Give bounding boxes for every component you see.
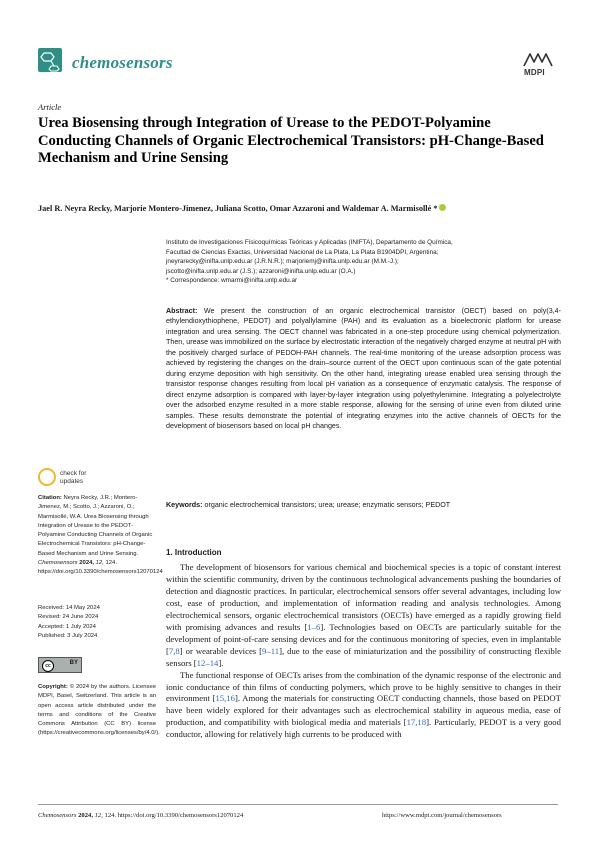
affiliation	[166, 238, 566, 286]
abstract	[166, 306, 561, 431]
affiliation-line: Facultad de Ciencias Exactas, Universidad Nacional de La Plata, La Plata B1904DPI, Argentina;	[166, 248, 439, 256]
affiliation-line[interactable]: jscotto@inifta.unlp.edu.ar (J.S.); azzaroni@inifta.unlp.edu.ar (O.A.)	[166, 267, 356, 275]
footer-citation	[38, 812, 243, 819]
paragraph	[166, 562, 561, 670]
check-updates-line: check for	[60, 470, 87, 477]
keywords-label: Keywords:	[166, 501, 203, 509]
keywords-text: organic electrochemical transistors; urea; urease; enzymatic sensors; PEDOT	[204, 501, 451, 509]
body-text	[166, 562, 561, 741]
orcid-icon[interactable]	[439, 204, 446, 211]
reference-link[interactable]: 9–11	[262, 645, 280, 656]
abstract-label: Abstract:	[166, 307, 198, 315]
copyright	[38, 683, 160, 739]
paper-title: Urea Biosensing through Integration of Urease to the PEDOT-Polyamine Conducting Channels of Organic Electrochemical Transistors: pH-Change-Based Mechanism and Urine Sensing	[38, 115, 544, 167]
date-accepted: Accepted: 1 July 2024	[38, 623, 96, 630]
journal-name[interactable]: chemosensors	[72, 53, 173, 72]
article-dates	[38, 604, 156, 641]
paragraph	[166, 670, 561, 742]
paragraph-text: ]. Technologies based on OECTs are particularly suitable for the development of point-of-care sensing devices and for the continuous monitoring of species, even in implantable [	[166, 621, 561, 656]
cc-by-license-icon[interactable]	[38, 657, 82, 673]
footer-journal: Chemosensors	[38, 812, 77, 819]
keywords	[166, 500, 561, 510]
reference-link[interactable]: 15,16	[215, 693, 235, 704]
copyright-text: © 2024 by the authors. Licensee MDPI, Basel, Switzerland. This article is an open access article distributed under the terms and conditions of the Creative Commons Attribution (CC BY) license (https://creativecommons.org/licenses/by/4.0/).	[38, 684, 160, 737]
date-received: Received: 14 May 2024	[38, 605, 100, 611]
footer-divider	[38, 804, 558, 805]
paragraph-text: ]. Among the materials for constructing OECT conducting channels, those based on PEDOT have been widely explored for their advantages such as electrochemical stability in aqueous media, ease of production, and compatibility with biological media and materials [	[166, 693, 561, 728]
footer-doi[interactable]: 124. https://doi.org/10.3390/chemosensors12070124	[104, 812, 244, 819]
article-type: Article	[38, 102, 62, 112]
paragraph-text: The functional response of OECTs arises from the combination of the dynamic response of the electronic and ionic conductance of thin films of conducting polymers, which prove to be highly sensitive to changes in their environment [	[166, 669, 561, 704]
citation-year: 2024,	[79, 560, 95, 567]
citation-journal: Chemosensors	[38, 560, 78, 567]
footer-year: 2024,	[78, 812, 93, 819]
footer-volume: 12,	[94, 812, 103, 819]
reference-link[interactable]: 1–6	[307, 621, 321, 632]
citation	[38, 494, 163, 578]
publisher-name: MDPI	[524, 68, 545, 77]
paragraph-text: ].	[218, 657, 224, 668]
section-heading: 1. Introduction	[166, 548, 222, 557]
citation-label: Citation:	[38, 495, 62, 501]
by-icon: BY	[69, 660, 78, 666]
date-revised: Revised: 24 June 2024	[38, 614, 99, 621]
copyright-label: Copyright:	[38, 684, 68, 690]
paragraph-text: ] or wearable devices [	[179, 645, 263, 656]
paragraph-text: The development of biosensors for various chemical and biochemical species is a topic of constant interest within the scientific community, driven by the continuous technological advancements pushing the boundaries of detection and diagnostic practices. In particular, electrochemical sensors offer several advantages, including low cost, ease of production, and implementation of information reading and analysis technologies. Among electrochemical sensors, organic electrochemical transistors (OECTs) have emerged as a rapidly growing field with promising advances and results [	[166, 562, 561, 632]
citation-doi[interactable]: 124. https://doi.org/10.3390/chemosensors12070124	[38, 560, 163, 576]
check-updates-line: updates	[60, 477, 84, 485]
reference-link[interactable]: 7,8	[168, 645, 180, 656]
footer-url[interactable]: https://www.mdpi.com/journal/chemosensors	[382, 812, 502, 819]
date-published: Published: 3 July 2024	[38, 632, 98, 639]
reference-link[interactable]: 12–14	[196, 657, 219, 668]
citation-text: Neyra Recky, J.R.; Montero-Jimenez, M.; Scotto, J.; Azzaroni, O.; Marmisollé, W.A. Urea Biosensing through Integration of Urease to the PEDOT-Polyamine Conducting Channels of Organic Electrochemical Transistors: pH-Change-Based Mechanism and Urine Sensing.	[38, 495, 153, 557]
abstract-text: We present the construction of an organic electrochemical transistor (OECT) based on poly(3,4-ethylendioxythiophene, PEDOT) and polyallylamine (PAH) and its evaluation as a bioelectronic platform for urease integration and urea sensing. The OECT channel was fabricated in a one-step procedure using chemical polymerization. Then, urease was immobilized on the surface by electrostatic interaction of the negatively charged enzyme at neutral pH with the positively charged surface of PEDOH-PAH channels. The real-time monitoring of the urease adsorption process was achieved by registering the changes on the drain–source current of the OECT upon continuous scan of the gate potential during enzyme deposition with high sensitivity. On the other hand, integrating urease enabled urea sensing through the transistor response changes resulting from local pH variation as a consequence of enzymatic catalysis. The response of direct enzyme adsorption is compared with layer-by-layer integration using polyethylenimine. Integrating a polyelectrolyte over the adsorbed enzyme resulted in a more stable response, allowing for the sensing of urine even from diluted urine samples. These results demonstrate the potential of integrating enzymes into the active channels of OECTs for the development of biosensors based on local pH changes.	[166, 307, 562, 430]
paragraph-text: ], due to the ease of miniaturization and the possibility of constructing flexible sensors [	[166, 645, 561, 668]
affiliation-line[interactable]: jneyrarecky@inifta.unlp.edu.ar (J.R.N.R.); marjoriemj@inifta.unlp.edu.ar (M.M.-J.);	[166, 258, 399, 266]
check-updates-label	[60, 470, 86, 485]
journal-logo-icon	[38, 48, 62, 72]
correspondence-line[interactable]: * Correspondence: wmarmi@inifta.unlp.edu.ar	[166, 277, 298, 285]
citation-volume: 12,	[95, 560, 104, 567]
affiliation-line: Instituto de Investigaciones Fisicoquímicas Teóricas y Aplicadas (INIFTA), Departamento de Química,	[166, 239, 453, 246]
reference-link[interactable]: 17,18	[406, 717, 427, 728]
check-updates-button[interactable]	[38, 468, 118, 490]
author-names: Jael R. Neyra Recky, Marjorie Montero-Jimenez, Juliana Scotto, Omar Azzaroni and Waldemar A. Marmisollé *	[38, 204, 438, 213]
paragraph-text: ]. Particularly, PEDOT is a very good conductor, allowing for relatively high currents to be produced with	[166, 717, 561, 740]
author-list	[38, 204, 558, 213]
cc-icon: cc	[42, 660, 54, 672]
check-updates-icon	[38, 468, 56, 486]
